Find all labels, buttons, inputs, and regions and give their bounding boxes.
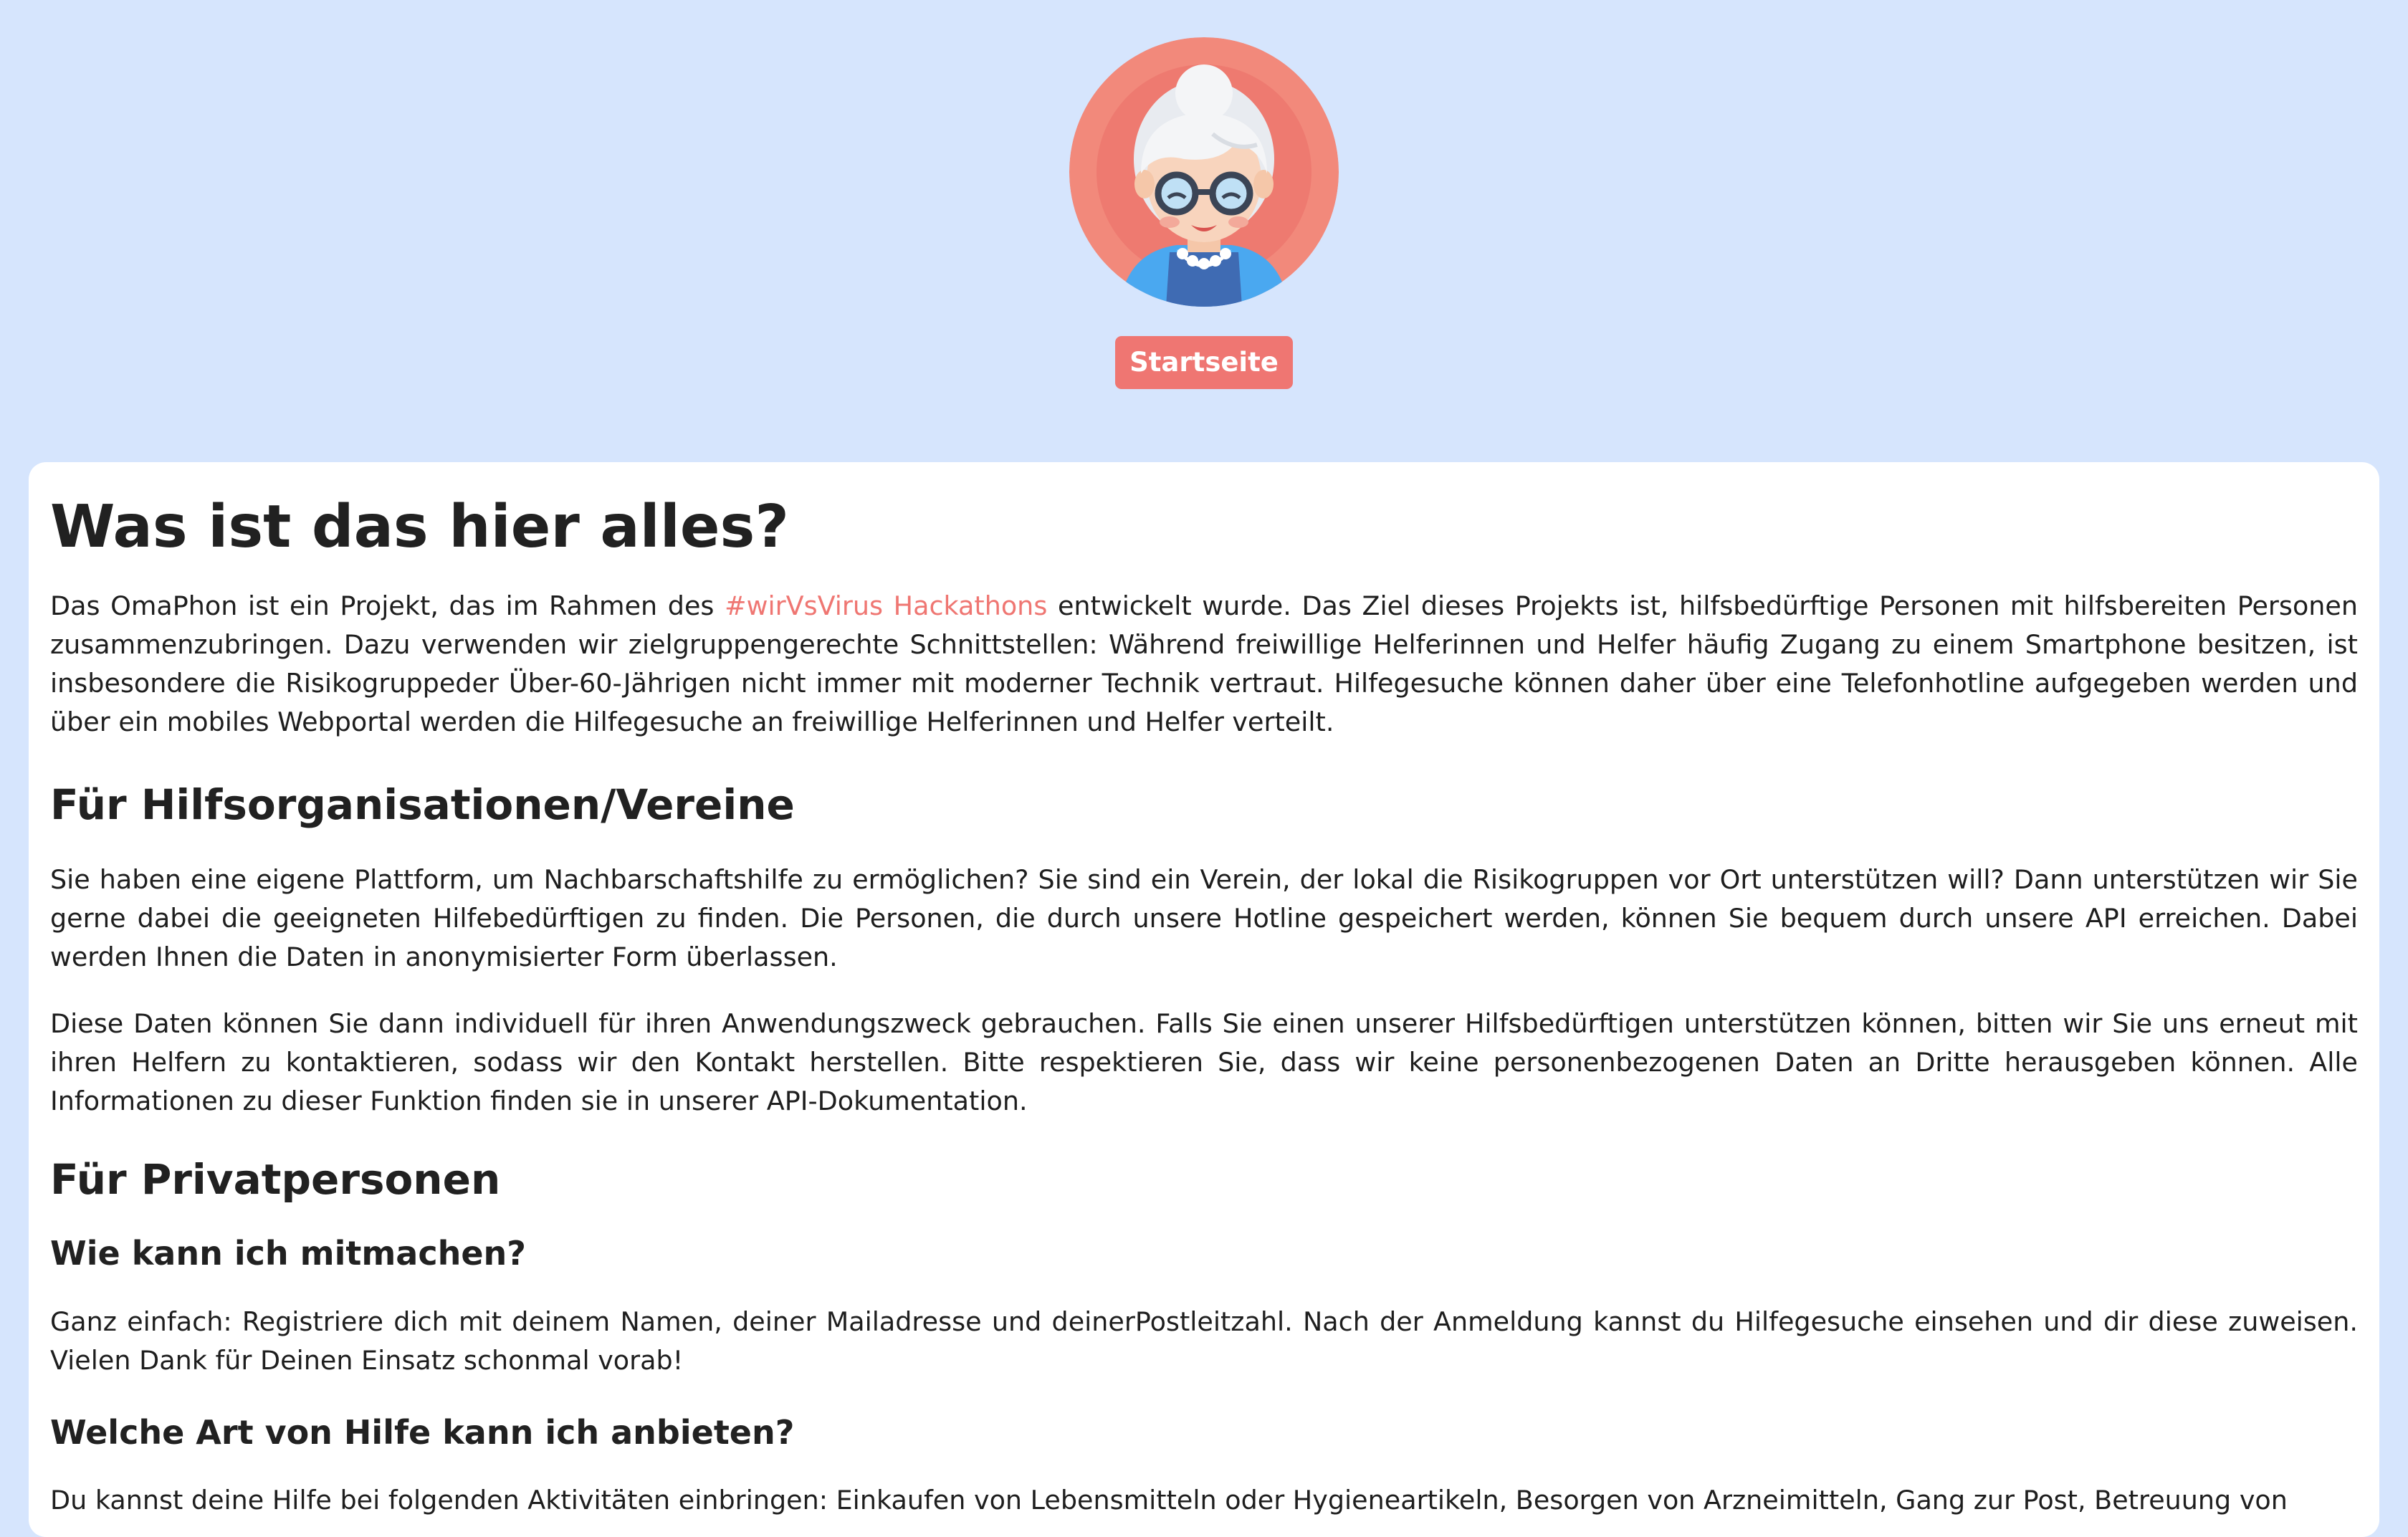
start-page-button[interactable]: Startseite — [1115, 336, 1293, 389]
page-title: Was ist das hier alles? — [50, 493, 789, 561]
how-to-join-paragraph: Ganz einfach: Registriere dich mit deinem Namen, deiner Mailadresse und deinerPostleitzahl. Nach der Anmeldung kannst du Hilfegesuche einsehen und dir diese zuweisen. Vielen Dank für Deinen Einsatz schonmal vorab! — [50, 1306, 2358, 1376]
hackathon-link[interactable]: #wirVsVirus Hackathons — [725, 590, 1048, 621]
intro-text-before: Das OmaPhon ist ein Projekt, das im Rahmen des — [50, 590, 725, 621]
intro-text-after: entwickelt wurde. Das Ziel dieses Projekts ist, hilfsbedürftige Personen mit hilfsbereiten Personen zusammenzubringen. Dazu verwenden wir zielgruppengerechte Schnittstellen: Während freiwillige Helferinnen und Helfer häufig Zugang zu einem Smartphone besitzen, ist insbesondere die Risikogruppeder Über-60-Jährigen nicht immer mit moderner Technik vertraut. Hilfegesuche können daher über eine Telefonhotline aufgegeben werden und über ein mobiles Webportal werden die Hilfegesuche an freiwillige Helferinnen und Helfer verteilt. — [50, 590, 2358, 737]
section-heading-private: Für Privatpersonen — [50, 1155, 501, 1204]
orgs-paragraph-1: Sie haben eine eigene Plattform, um Nachbarschaftshilfe zu ermöglichen? Sie sind ein Verein, der lokal die Risikogruppen vor Ort unterstützen will? Dann unterstützen wir Sie gerne dabei die geeigneten Hilfebedürftigen zu finden. Die Personen, die durch unsere Hotline gespeichert werden, können Sie bequem durch unsere API erreichen. Dabei werden Ihnen die Daten in anonymisierter Form überlassen. — [50, 864, 2358, 972]
subheading-how-to-join: Wie kann ich mitmachen? — [50, 1234, 526, 1273]
page-header — [0, 0, 2408, 462]
help-types-paragraph: Du kannst deine Hilfe bei folgenden Aktivitäten einbringen: Einkaufen von Lebensmitteln oder Hygieneartikeln, Besorgen von Arzneimitteln, Gang zur Post, Betreuung von — [50, 1485, 2288, 1516]
section-heading-orgs: Für Hilfsorganisationen/Vereine — [50, 780, 795, 829]
grandmother-avatar-icon — [1069, 37, 1339, 307]
subheading-help-types: Welche Art von Hilfe kann ich anbieten? — [50, 1413, 795, 1452]
content-card — [29, 462, 2379, 1537]
intro-paragraph — [50, 587, 2358, 742]
orgs-paragraph-2: Diese Daten können Sie dann individuell für ihren Anwendungszweck gebrauchen. Falls Sie einen unserer Hilfsbedürftigen unterstützen können, bitten wir Sie uns erneut mit ihren Helfern zu kontaktieren, sodass wir den Kontakt herstellen. Bitte respektieren Sie, dass wir keine personenbezogenen Daten an Dritte herausgeben können. Alle Informationen zu dieser Funktion finden sie in unserer API-Dokumentation. — [50, 1008, 2358, 1116]
